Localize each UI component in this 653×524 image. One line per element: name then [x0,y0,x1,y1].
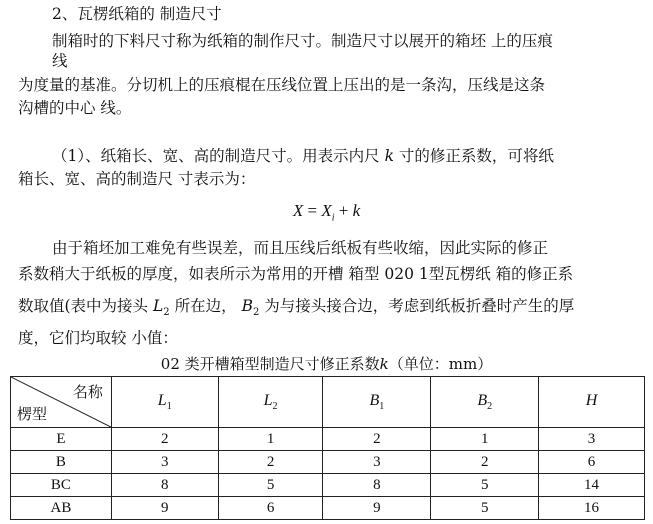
table-cell: 2 [431,451,539,474]
var-B: B [241,297,253,315]
para1-line4: 沟槽的中心 线。 [18,99,132,117]
var-k: k [384,147,394,165]
table-row [11,451,645,474]
table-caption [0,353,653,374]
table-cell: 14 [539,474,645,497]
table-cell: 9 [323,497,431,520]
table-cell: 9 [111,497,218,520]
row-flute-type: AB [11,497,112,520]
table-row [11,497,645,520]
equation [0,201,653,223]
eq-sign: = [303,201,322,220]
section-title: 2、瓦楞纸箱的 制造尺寸 [52,5,222,23]
eq-sub-i: i [331,212,335,224]
table-cell: 8 [323,474,431,497]
eq-plus: + [334,201,353,220]
diagonal-header-cell [11,377,112,428]
table-cell: 2 [323,428,431,451]
eq-x: X [321,201,332,220]
para3-line3-text-b: 所在边， [174,297,237,315]
para3-line3-text-c: 为与接头接合边，考虑到纸板折叠时产生的厚 [264,297,575,315]
row-flute-type: BC [11,474,112,497]
para3-line3-text-a: 数取值(表中为接头 [18,297,149,315]
caption-text-a: 02 类开槽箱型制造尺寸修正系数 [160,355,380,373]
table-cell: 1 [431,428,539,451]
table-cell: 6 [539,451,645,474]
table-cell: 3 [111,451,218,474]
header-name-label: 名称 [72,383,103,401]
col-header-l2: $L_2$ [218,377,323,428]
col-header-b2: $B_2$ [431,377,539,428]
col-header-b1: $B_1$ [323,377,431,428]
para3-line2: 系数稍大于纸板的厚度，如表所示为常用的开槽 箱型 020 1型瓦楞纸 箱的修正系 [18,265,574,283]
table-cell: 5 [431,497,539,520]
col-header-l1: $L_1$ [111,377,218,428]
caption-k: k [379,355,389,373]
row-flute-type: E [11,428,112,451]
para2-line1 [52,146,554,166]
table-header-row [11,377,645,428]
row-flute-type: B [11,451,112,474]
caption-text-b: （单位：mm） [388,355,493,373]
para3-line4: 度，它们均取较 小值： [18,329,178,347]
correction-table [10,376,645,520]
table-row [11,474,645,497]
table-cell: 5 [431,474,539,497]
sub-2b: 2 [252,307,260,319]
para3-line1: 由于箱坯加工难免有些误差，而且压线后纸板有些收缩，因此实际的修正 [52,239,549,257]
para1-line3: 为度量的基准。分切机上的压痕棍在压线位置上压出的是一条沟，压线是这条 [18,76,546,94]
eq-k: k [352,201,361,220]
para2-line1-text-b: 寸的修正系数，可将纸 [398,147,554,165]
table-cell: 3 [539,428,645,451]
table-cell: 2 [111,428,218,451]
para1-line1: 制箱时的下料尺寸称为纸箱的制作尺寸。制造尺寸以展开的箱坯 上的压痕 [52,32,553,50]
col-header-h: H [539,377,645,428]
table-cell: 2 [218,451,323,474]
para2-line2: 箱长、宽、高的制造尺 寸表示为： [18,170,256,188]
table-cell: 3 [323,451,431,474]
para3-line3 [18,296,574,323]
table-cell: 6 [218,497,323,520]
eq-lhs: X [292,201,304,220]
table-row [11,428,645,451]
sub-2a: 2 [163,307,170,319]
para1-line2: 线 [52,52,68,70]
para2-line1-text-a: （1）、纸箱长、宽、高的制造尺寸。用表示内尺 [52,147,380,165]
table-cell: 8 [111,474,218,497]
header-flute-label: 楞型 [17,405,48,423]
table-cell: 5 [218,474,323,497]
table-cell: 16 [539,497,645,520]
var-L: L [153,297,164,315]
table-cell: 1 [218,428,323,451]
